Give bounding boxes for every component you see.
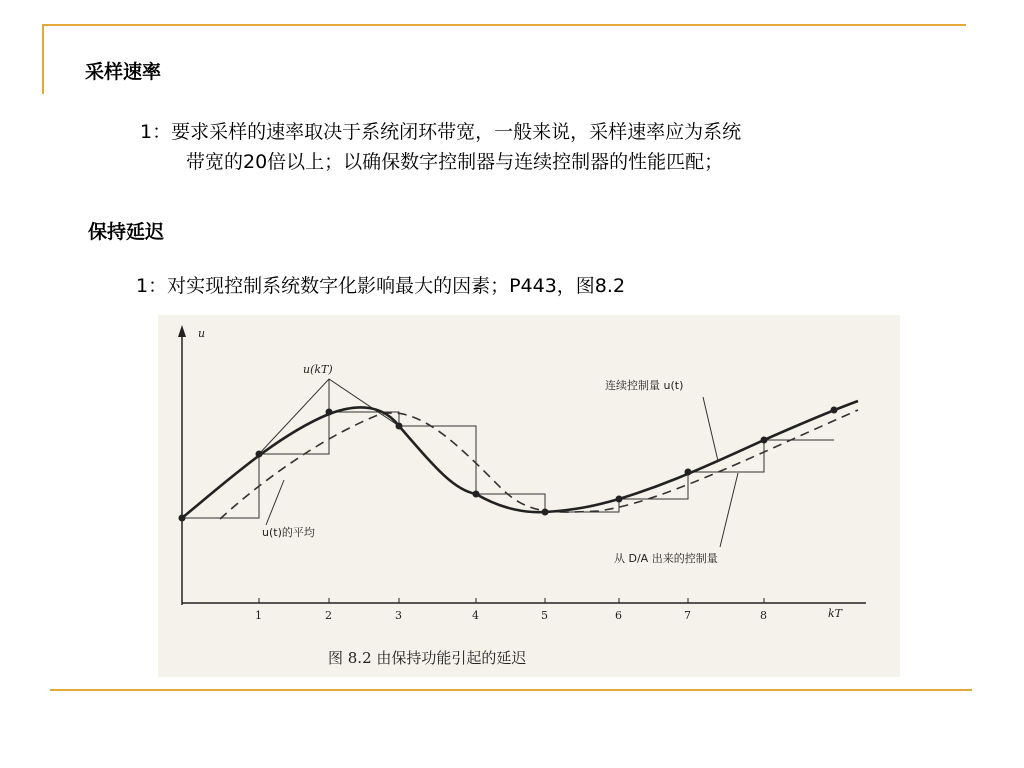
figure-caption: 图 8.2 由保持功能引起的延迟 — [328, 649, 527, 667]
sample-point — [761, 437, 768, 444]
heading-sampling-rate: 采样速率 — [85, 61, 162, 83]
label-ukt: u(kT) — [303, 363, 333, 376]
sample-point — [256, 451, 263, 458]
sampling-rate-point-line1: 1：要求采样的速率取决于系统闭环带宽，一般来说，采样速率应为系统 — [140, 121, 742, 143]
figure-8-2 — [158, 315, 900, 677]
sample-point — [542, 509, 549, 516]
sampling-rate-point-line2: 带宽的20倍以上；以确保数字控制器与连续控制器的性能匹配； — [186, 151, 724, 173]
tick-label-1: 1 — [255, 609, 262, 622]
average-leader — [266, 480, 284, 525]
sample-point — [473, 491, 480, 498]
sample-point — [179, 515, 186, 522]
sample-point — [831, 407, 838, 414]
continuous-curve — [182, 401, 858, 518]
y-axis-arrow — [178, 325, 186, 337]
average-curve — [220, 410, 858, 519]
tick-label-6: 6 — [615, 609, 622, 622]
label-continuous: 连续控制量 u(t) — [605, 379, 684, 392]
sample-point — [326, 409, 333, 416]
tick-label-3: 3 — [395, 609, 402, 622]
hold-delay-diagram — [158, 315, 900, 677]
sample-point — [685, 469, 692, 476]
tick-label-8: 8 — [760, 609, 767, 622]
tick-label-4: 4 — [472, 609, 479, 622]
label-da-output: 从 D/A 出来的控制量 — [614, 552, 718, 565]
tick-label-2: 2 — [325, 609, 332, 622]
top-rule — [42, 24, 966, 26]
continuous-leader — [703, 397, 718, 461]
left-accent-bar — [42, 24, 44, 94]
x-axis-label: kT — [828, 607, 843, 620]
tick-label-5: 5 — [541, 609, 548, 622]
y-axis-label: u — [198, 327, 206, 340]
bottom-rule — [50, 689, 972, 691]
sample-point — [616, 496, 623, 503]
tick-label-7: 7 — [684, 609, 691, 622]
heading-hold-delay: 保持延迟 — [88, 221, 165, 243]
hold-delay-point: 1：对实现控制系统数字化影响最大的因素；P443，图8.2 — [136, 275, 626, 297]
sample-point — [396, 423, 403, 430]
label-average: u(t)的平均 — [262, 526, 315, 539]
da-leader — [720, 473, 738, 547]
